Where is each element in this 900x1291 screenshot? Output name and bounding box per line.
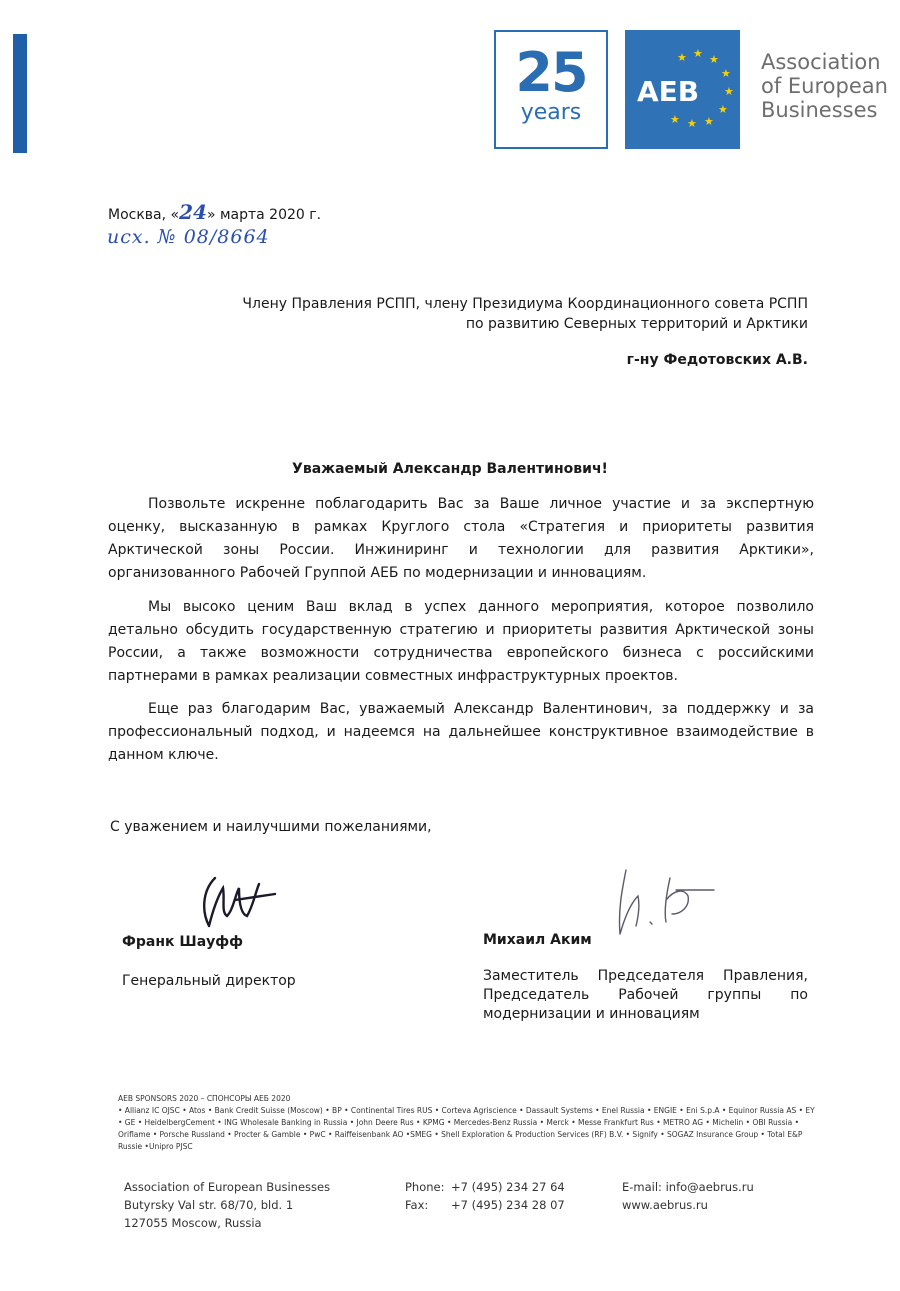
body-paragraph (108, 698, 814, 767)
logo-aeb (625, 30, 740, 149)
footer-contacts (622, 1178, 754, 1214)
star-icon: ★ (724, 85, 734, 98)
logo-25-years (494, 30, 608, 149)
footer-email: E-mail: info@aebrus.ru (622, 1180, 754, 1194)
star-icon: ★ (687, 117, 697, 130)
salutation: Уважаемый Александр Валентинович! (292, 461, 608, 477)
logo-years-number: 25 (515, 41, 587, 104)
signer-name: Михаил Аким (483, 932, 592, 948)
signature-akim (610, 860, 720, 940)
paragraph-text: Мы высоко ценим Ваш вклад в успех данного мероприятия, которое позволило детально обсудить государственную стратегию и приоритеты развития Арктической зоны России, а также возможности сотрудничества европейского бизнеса с российскими партнерами в рамках реализации совместных инфраструктурных проектов. (108, 599, 814, 684)
body-paragraph (108, 493, 814, 585)
star-icon: ★ (670, 113, 680, 126)
logo-name-line: Businesses (761, 98, 878, 122)
signer-title: Генеральный директор (122, 973, 296, 989)
star-icon: ★ (721, 67, 731, 80)
star-icon: ★ (718, 103, 728, 116)
logo-aeb-text: AEB (637, 75, 700, 108)
logo-name-line: Association (761, 50, 881, 74)
paragraph-text: Позвольте искренне поблагодарить Вас за Ваше личное участие и за экспертную оценку, высказанную в рамках Круглого стола «Стратегия и приоритеты развития Арктической зоны России. Инжиниринг и технологии для развития Арктики», организованного Рабочей Группой АЕБ по модернизации и инновациям. (108, 496, 814, 581)
sponsors-block (118, 1093, 818, 1153)
addressee-line: Члену Правления РСПП, члену Президиума Координационного совета РСПП (242, 296, 808, 312)
star-icon: ★ (704, 115, 714, 128)
signer-title: Заместитель Председателя Правления, Председатель Рабочей группы по модернизации и инновациям (483, 968, 808, 1022)
date-day-handwritten: 24 (179, 200, 207, 224)
star-icon: ★ (677, 51, 687, 64)
footer-city: 127055 Moscow, Russia (124, 1216, 262, 1230)
footer-street: Butyrsky Val str. 68/70, bld. 1 (124, 1198, 294, 1212)
addressee-block (188, 294, 808, 334)
paragraph-text: Еще раз благодарим Вас, уважаемый Александр Валентинович, за поддержку и за профессиональный подход, и надеемся на дальнейшее конструктивное взаимодействие в данном ключе. (108, 701, 814, 763)
fax-number: +7 (495) 234 28 07 (451, 1198, 565, 1212)
sponsors-heading: AEB SPONSORS 2020 – СПОНСОРЫ АЕБ 2020 (118, 1094, 291, 1103)
outgoing-reference-handwritten: исх. № 08/8664 (107, 226, 270, 248)
logo-name-line: of European (761, 74, 888, 98)
star-icon: ★ (709, 53, 719, 66)
footer-org: Association of European Businesses (124, 1180, 331, 1194)
footer-website: www.aebrus.ru (622, 1198, 708, 1212)
date-prefix: Москва, « (108, 207, 180, 223)
sponsors-list: • Allianz IC OJSC • Atos • Bank Credit Suisse (Moscow) • BP • Continental Tires RUS • Corteva Agriscience • Dassault Systems • Enel Russia • ENGIE • Eni S.p.A • Equinor Russia AS • EY • GE • HeidelbergCement • ING Wholesale Banking in Russia • John Deere Rus • KPMG • Mercedes-Benz Russia • Merck • Messe Frankfurt Rus • METRO AG • Michelin • OBI Russia • Oriflame • Porsche Russland • Procter & Gamble • PwC • Raiffeisenbank AO •SMEG • Shell Exploration & Production Services (RF) B.V. • Signify • SOGAZ Insurance Group • Total E&P Russie •Unipro PJSC (118, 1106, 815, 1151)
left-accent-bar (13, 34, 27, 153)
logo-association-name (761, 50, 888, 122)
phone-number: +7 (495) 234 27 64 (451, 1180, 565, 1194)
addressee-name: г-ну Федотовских А.В. (626, 352, 808, 368)
phone-label: Phone: (405, 1180, 445, 1194)
addressee-line: по развитию Северных территорий и Арктики (465, 316, 808, 332)
signature-schauff (195, 870, 285, 930)
fax-label: Fax: (405, 1198, 429, 1212)
star-icon: ★ (693, 47, 703, 60)
logo-years-word: years (520, 100, 582, 125)
footer-phones (405, 1178, 565, 1214)
body-paragraph (108, 596, 814, 688)
signer-name: Франк Шауфф (122, 934, 244, 950)
closing-line: С уважением и наилучшими пожеланиями, (110, 819, 432, 835)
letter-date (108, 200, 321, 224)
date-suffix: » марта 2020 г. (206, 207, 322, 223)
footer-address (124, 1178, 330, 1232)
